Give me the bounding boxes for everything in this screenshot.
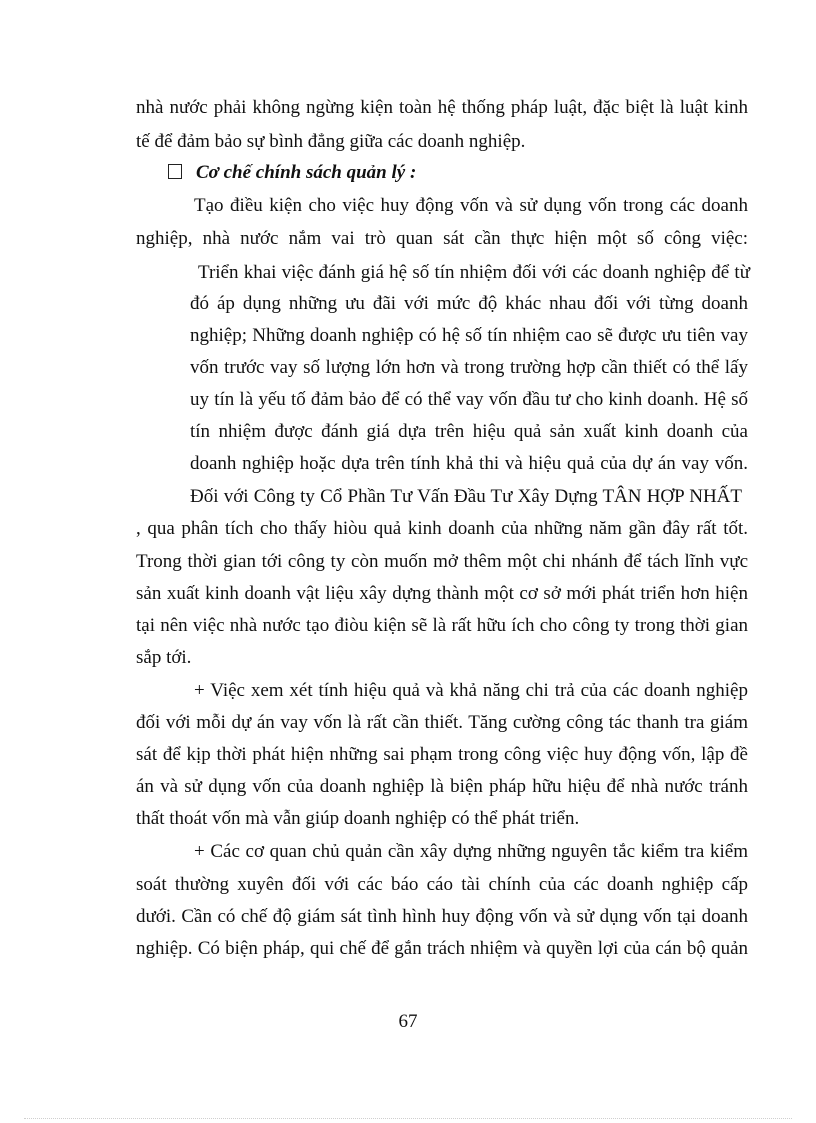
paragraph-line: uy tín là yếu tố đảm bảo để có thể vay vốn đầu tư cho kinh doanh. Hệ số xyxy=(190,389,748,410)
paragraph-line: sát để kịp thời phát hiện những sai phạm trong công việc huy động vốn, lập đề xyxy=(136,744,748,765)
bullet-box-icon xyxy=(168,164,182,179)
paragraph-line: doanh nghiệp hoặc dựa trên tính khả thi và hiệu quả của dự án vay vốn. xyxy=(190,453,748,474)
paragraph-line: nghiệp, nhà nước nắm vai trò quan sát cần thực hiện một số công việc: xyxy=(136,228,748,249)
paragraph-line: soát thường xuyên đối với các báo cáo tài chính của các doanh nghiệp cấp xyxy=(136,874,748,895)
paragraph-line: sắp tới. xyxy=(136,647,192,668)
paragraph-line: sản xuất kinh doanh vật liệu xây dựng thành một cơ sở mới phát triển hơn hiện xyxy=(136,583,748,604)
paragraph-line: Đối với Công ty Cổ Phần Tư Vấn Đầu Tư Xây Dựng TÂN HỢP NHẤT xyxy=(190,486,742,507)
paragraph-line: tại nên việc nhà nước tạo điòu kiện sẽ là rất hữu ích cho công ty trong thời gian xyxy=(136,615,748,636)
section-heading xyxy=(168,161,416,185)
paragraph-line: đó áp dụng những ưu đãi với mức độ khác nhau đối với từng doanh xyxy=(190,293,748,314)
paragraph-line: Triển khai việc đánh giá hệ số tín nhiệm đối với các doanh nghiệp để từ xyxy=(198,262,750,283)
paragraph-line: nghiệp; Những doanh nghiệp có hệ số tín nhiệm cao sẽ được ưu tiên vay xyxy=(190,325,748,346)
paragraph-line: tế để đảm bảo sự bình đẳng giữa các doanh nghiệp. xyxy=(136,131,526,152)
paragraph-line: đối với mỗi dự án vay vốn là rất cần thiết. Tăng cường công tác thanh tra giám xyxy=(136,712,748,733)
section-heading-title: Cơ chế chính sách quản lý : xyxy=(196,162,417,183)
paragraph-line: thất thoát vốn mà vẫn giúp doanh nghiệp có thể phát triển. xyxy=(136,808,580,829)
paragraph-line: Tạo điều kiện cho việc huy động vốn và sử dụng vốn trong các doanh xyxy=(194,195,748,216)
paragraph-line: + Các cơ quan chủ quản cần xây dựng những nguyên tắc kiểm tra kiểm xyxy=(194,841,748,862)
paragraph-line: vốn trước vay số lượng lớn hơn và trong trường hợp cần thiết có thể lấy xyxy=(190,357,748,378)
paragraph-line: nghiệp. Có biện pháp, qui chế để gắn trách nhiệm và quyền lợi của cán bộ quản xyxy=(136,938,748,959)
paragraph-line: , qua phân tích cho thấy hiòu quả kinh doanh của những năm gần đây rất tốt. xyxy=(136,518,748,539)
footer-divider xyxy=(24,1118,792,1119)
paragraph-line: án và sử dụng vốn của doanh nghiệp là biện pháp hữu hiệu để nhà nước tránh xyxy=(136,776,748,797)
paragraph-line: dưới. Cần có chế độ giám sát tình hình huy động vốn và sử dụng vốn tại doanh xyxy=(136,906,748,927)
paragraph-line: nhà nước phải không ngừng kiện toàn hệ thống pháp luật, đặc biệt là luật kinh xyxy=(136,97,748,118)
paragraph-line: Trong thời gian tới công ty còn muốn mở thêm một chi nhánh để tách lĩnh vực xyxy=(136,551,748,572)
page-number: 67 xyxy=(398,1011,418,1032)
paragraph-line: tín nhiệm được đánh giá dựa trên hiệu quả sản xuất kinh doanh của xyxy=(190,421,748,442)
paragraph-line: + Việc xem xét tính hiệu quả và khả năng chi trả của các doanh nghiệp xyxy=(194,680,748,701)
